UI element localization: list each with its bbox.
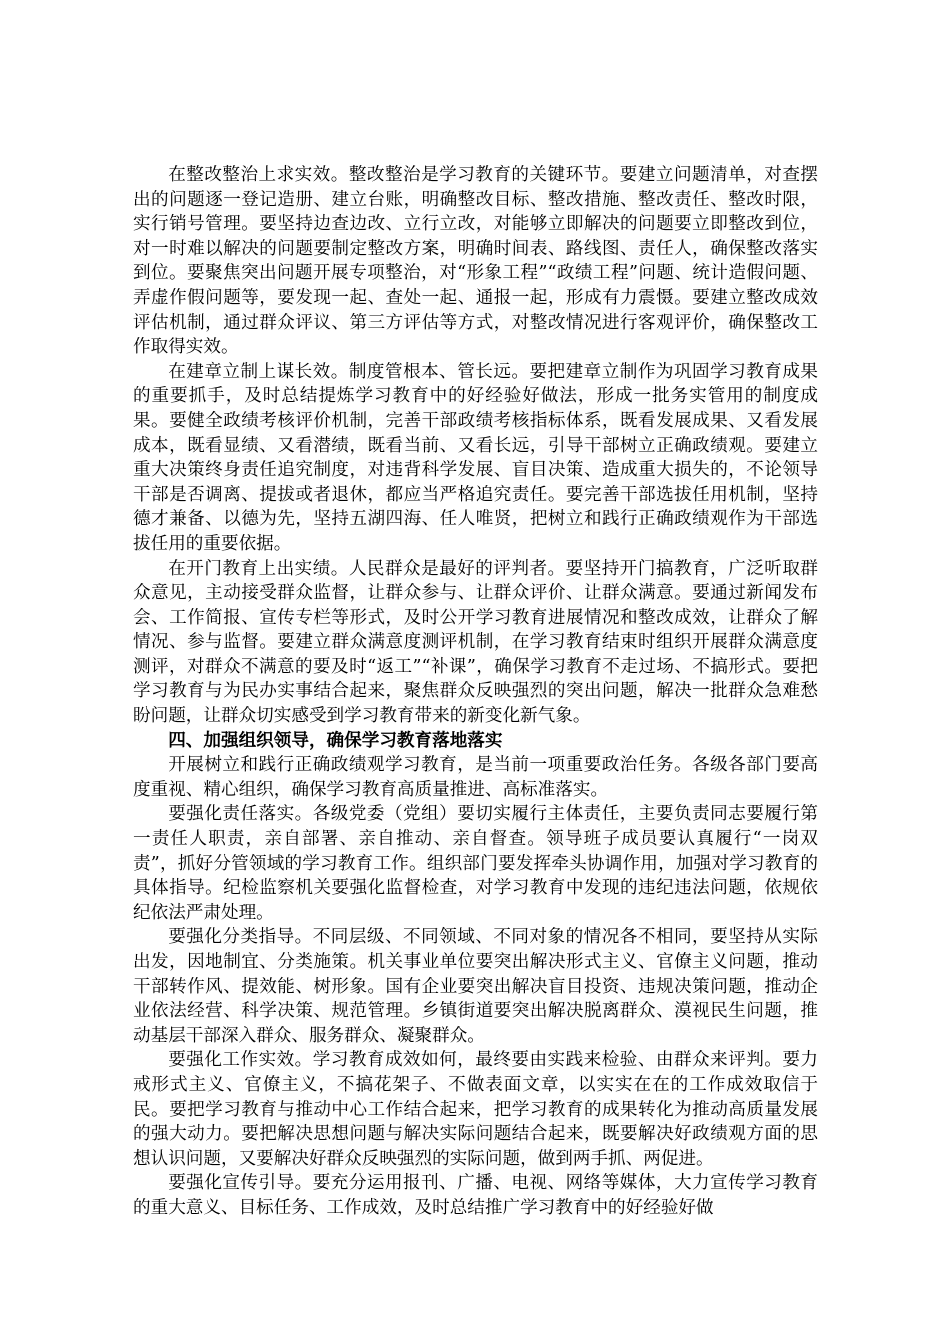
- paragraph-responsibility: 要强化责任落实。各级党委（党组）要切实履行主体责任，主要负责同志要履行第一责任人职责，亲自部署、亲自推动、亲自督查。领导班子成员要认真履行“一岗双责”，抓好分管领域的学习教育工作。组织部门要发挥牵头协调作用，加强对学习教育的具体指导。纪检监察机关要强化监督检查，对学习教育中发现的违纪违法问题，依规依纪依法严肃处理。: [133, 804, 818, 923]
- paragraph-classified-guidance: 要强化分类指导。不同层级、不同领域、不同对象的情况各不相同，要坚持从实际出发，因地制宜、分类施策。机关事业单位要突出解决形式主义、官僚主义问题，推动干部转作风、提效能、树形象。国有企业要突出解决盲目投资、违规决策问题，推动企业依法经营、科学决策、规范管理。乡镇街道要突出解决脱离群众、漠视民生问题，推动基层干部深入群众、服务群众、凝聚群众。: [133, 927, 818, 1046]
- paragraph-rectification: 在整改整治上求实效。整改整治是学习教育的关键环节。要建立问题清单，对查摆出的问题逐一登记造册、建立台账，明确整改目标、整改措施、整改责任、整改时限，实行销号管理。要坚持边查边改、立行立改，对能够立即解决的问题要立即整改到位，对一时难以解决的问题要制定整改方案，明确时间表、路线图、责任人，确保整改落实到位。要聚焦突出问题开展专项整治，对“形象工程”“政绩工程”问题、统计造假问题、弄虚作假问题等，要发现一起、查处一起、通报一起，形成有力震慑。要建立整改成效评估机制，通过群众评议、第三方评估等方式，对整改情况进行客观评价，确保整改工作取得实效。: [133, 165, 818, 358]
- paragraph-open-education: 在开门教育上出实绩。人民群众是最好的评判者。要坚持开门搞教育，广泛听取群众意见，主动接受群众监督，让群众参与、让群众评价、让群众满意。要通过新闻发布会、工作简报、宣传专栏等形式，及时公开学习教育进展情况和整改成效，让群众了解情况、参与监督。要建立群众满意度测评机制，在学习教育结束时组织开展群众满意度测评，对群众不满意的要及时“返工”“补课”，确保学习教育不走过场、不搞形式。要把学习教育与为民办实事结合起来，聚焦群众反映强烈的突出问题，解决一批群众急难愁盼问题，让群众切实感受到学习教育带来的新变化新气象。: [133, 558, 818, 727]
- paragraph-political-task: 开展树立和践行正确政绩观学习教育，是当前一项重要政治任务。各级各部门要高度重视、精心组织，确保学习教育高质量推进、高标准落实。: [133, 755, 818, 800]
- paragraph-publicity: 要强化宣传引导。要充分运用报刊、广播、电视、网络等媒体，大力宣传学习教育的重大意义、目标任务、工作成效，及时总结推广学习教育中的好经验好做: [133, 1173, 818, 1218]
- document-page: [133, 163, 818, 1221]
- paragraph-work-effectiveness: 要强化工作实效。学习教育成效如何，最终要由实践来检验、由群众来评判。要力戒形式主义、官僚主义，不搞花架子、不做表面文章，以实实在在的工作成效取信于民。要把学习教育与推动中心工作结合起来，把学习教育的成果转化为推动高质量发展的强大动力。要把解决思想问题与解决实际问题结合起来，既要解决好政绩观方面的思想认识问题，又要解决好群众反映强烈的实际问题，做到两手抓、两促进。: [133, 1050, 818, 1169]
- paragraph-institution-building: 在建章立制上谋长效。制度管根本、管长远。要把建章立制作为巩固学习教育成果的重要抓手，及时总结提炼学习教育中的好经验好做法，形成一批务实管用的制度成果。要健全政绩考核评价机制，完善干部政绩考核指标体系，既看发展成果、又看发展成本，既看显绩、又看潜绩，既看当前、又看长远，引导干部树立正确政绩观。要建立重大决策终身责任追究制度，对违背科学发展、盲目决策、造成重大损失的，不论领导干部是否调离、提拔或者退休，都应当严格追究责任。要完善干部选拔任用机制，坚持德才兼备、以德为先，坚持五湖四海、任人唯贤，把树立和践行正确政绩观作为干部选拔任用的重要依据。: [133, 361, 818, 554]
- section-heading-organization: 四、加强组织领导，确保学习教育落地落实: [168, 729, 503, 751]
